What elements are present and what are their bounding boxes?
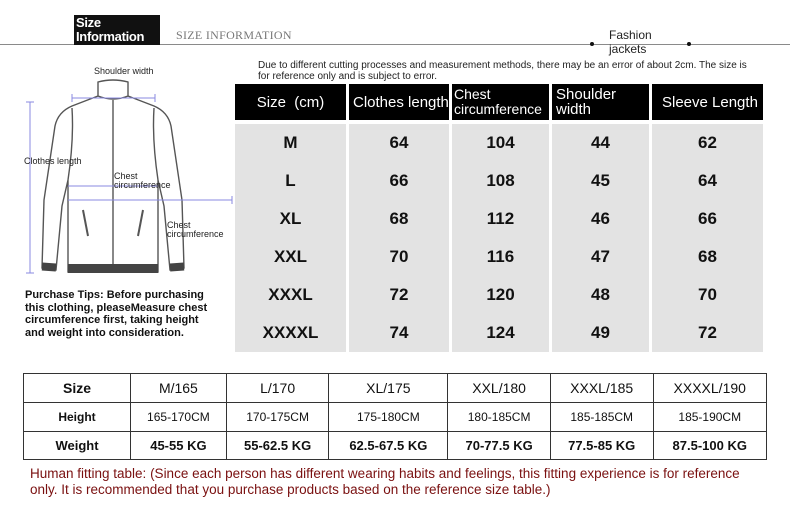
clothes-length-cell: 74 <box>349 314 452 352</box>
clothes-length-label: Clothes length <box>24 156 82 166</box>
table-row <box>235 276 763 314</box>
brand-label <box>609 28 652 56</box>
chest-cell: 104 <box>452 124 552 162</box>
header-shoulder-width: Shoulder width <box>552 84 652 124</box>
section-label: SIZE INFORMATION <box>176 28 292 42</box>
table-row <box>235 238 763 276</box>
size-chart-table <box>235 84 763 352</box>
header-chest-circumference: Chest circumference <box>452 84 552 124</box>
fitting-weight-cell: 87.5-100 KG <box>653 432 767 460</box>
fitting-weight-row <box>24 432 767 460</box>
shoulder-cell: 44 <box>552 124 652 162</box>
chest-cell: 124 <box>452 314 552 352</box>
shoulder-cell: 45 <box>552 162 652 200</box>
clothes-length-cell: 72 <box>349 276 452 314</box>
fitting-height-cell: 175-180CM <box>329 403 448 432</box>
size-cell: XL <box>235 200 349 238</box>
size-chart-header <box>235 84 763 124</box>
fitting-table <box>23 373 767 460</box>
fitting-disclaimer: Human fitting table: (Since each person has different wearing habits and feelings, this fitting experience is for reference only. It is recommended that you purchase products based on the reference size table.) <box>30 466 740 497</box>
fitting-height-label: Height <box>24 403 131 432</box>
sleeve-cell: 70 <box>652 276 763 314</box>
chest-cell: 112 <box>452 200 552 238</box>
size-information-badge <box>74 15 160 45</box>
badge-line-1: Size <box>76 15 101 30</box>
fitting-weight-cell: 45-55 KG <box>131 432 227 460</box>
shoulder-cell: 49 <box>552 314 652 352</box>
purchase-tips: Purchase Tips: Before purchasing this clothing, pleaseMeasure chest circumference first, taking height and weight into consideration. <box>25 289 208 339</box>
chest-circumference-label: Chest circumference <box>114 171 171 190</box>
chest-cell: 120 <box>452 276 552 314</box>
fitting-size-cell: XL/175 <box>329 374 448 403</box>
chest-cell: 108 <box>452 162 552 200</box>
clothes-length-cell: 64 <box>349 124 452 162</box>
shoulder-width-label: Shoulder width <box>94 66 154 76</box>
clothes-length-cell: 66 <box>349 162 452 200</box>
fitting-size-cell: XXL/180 <box>448 374 551 403</box>
size-cell: XXXXL <box>235 314 349 352</box>
fitting-height-cell: 180-185CM <box>448 403 551 432</box>
header-clothes-length: Clothes length <box>349 84 452 124</box>
jacket-diagram <box>0 60 235 290</box>
fitting-size-cell: M/165 <box>131 374 227 403</box>
header-rule-right <box>160 44 790 45</box>
chest-cell: 116 <box>452 238 552 276</box>
fitting-weight-cell: 70-77.5 KG <box>448 432 551 460</box>
table-row <box>235 162 763 200</box>
fitting-height-cell: 165-170CM <box>131 403 227 432</box>
fitting-weight-label: Weight <box>24 432 131 460</box>
fitting-weight-cell: 77.5-85 KG <box>550 432 653 460</box>
measurement-note: Due to different cutting processes and measurement methods, there may be an error of about 2cm. The size is for reference only and is subject to error. <box>258 60 747 82</box>
fitting-weight-cell: 62.5-67.5 KG <box>329 432 448 460</box>
header-rule-left <box>0 44 74 45</box>
fitting-size-cell: XXXL/185 <box>550 374 653 403</box>
brand-line-2: jackets <box>609 42 647 56</box>
sleeve-cell: 64 <box>652 162 763 200</box>
sleeve-cell: 62 <box>652 124 763 162</box>
table-row <box>235 314 763 352</box>
size-cell: XXXL <box>235 276 349 314</box>
dot-icon <box>590 42 594 46</box>
size-cell: L <box>235 162 349 200</box>
badge-line-2: Information <box>76 29 145 44</box>
fitting-height-cell: 185-190CM <box>653 403 767 432</box>
sleeve-cell: 72 <box>652 314 763 352</box>
fitting-height-row <box>24 403 767 432</box>
sleeve-cell: 66 <box>652 200 763 238</box>
dot-icon <box>687 42 691 46</box>
clothes-length-cell: 70 <box>349 238 452 276</box>
sleeve-cell: 68 <box>652 238 763 276</box>
size-cell: XXL <box>235 238 349 276</box>
fitting-size-cell: XXXXL/190 <box>653 374 767 403</box>
fitting-weight-cell: 55-62.5 KG <box>226 432 329 460</box>
fitting-height-cell: 170-175CM <box>226 403 329 432</box>
brand-line-1: Fashion <box>609 28 652 42</box>
size-cell: M <box>235 124 349 162</box>
table-row <box>235 124 763 162</box>
clothes-length-cell: 68 <box>349 200 452 238</box>
shoulder-cell: 48 <box>552 276 652 314</box>
table-row <box>235 200 763 238</box>
chest-circumference-label-2: Chest circumference <box>167 220 224 239</box>
shoulder-cell: 46 <box>552 200 652 238</box>
fitting-height-cell: 185-185CM <box>550 403 653 432</box>
shoulder-cell: 47 <box>552 238 652 276</box>
header-sleeve-length: Sleeve Length <box>652 84 763 124</box>
fitting-size-cell: L/170 <box>226 374 329 403</box>
fitting-size-row <box>24 374 767 403</box>
fitting-size-label: Size <box>24 374 131 403</box>
header-size: Size (cm) <box>235 84 349 124</box>
